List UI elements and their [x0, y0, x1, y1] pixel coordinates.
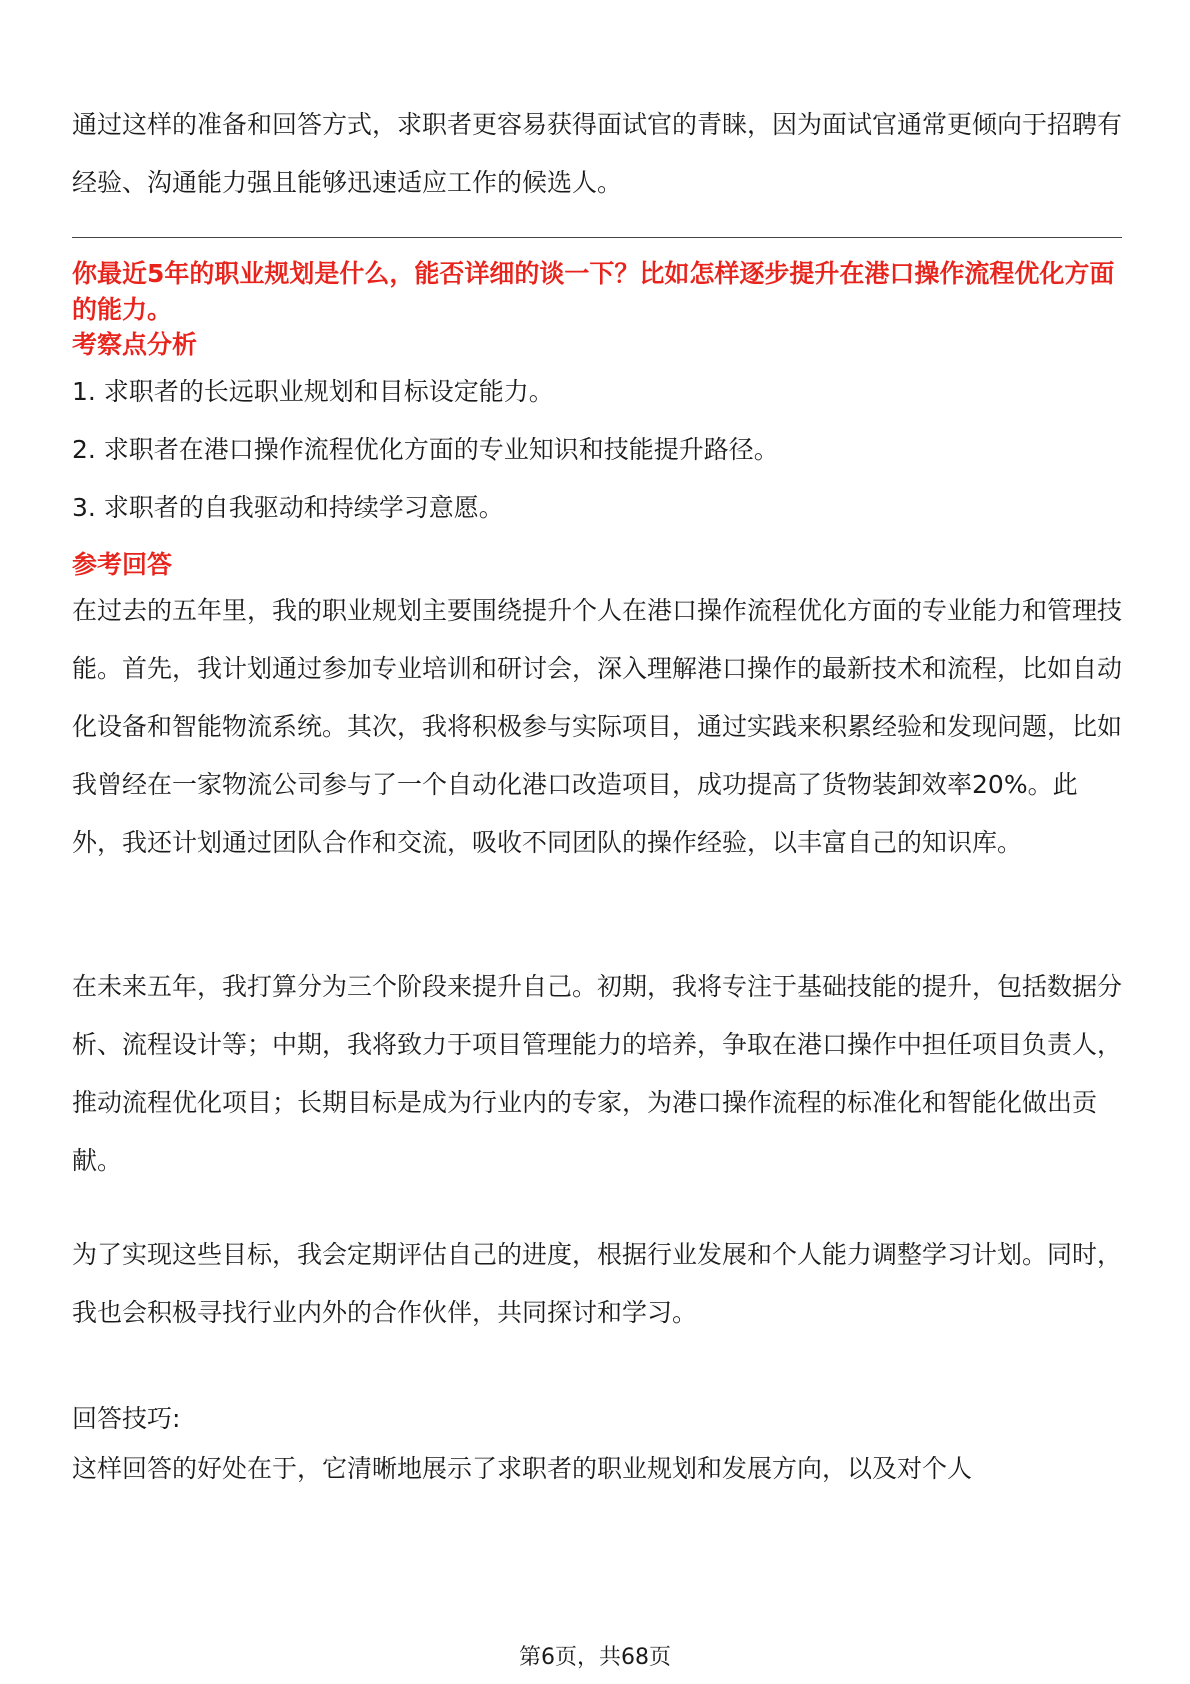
tips-paragraph: 这样回答的好处在于，它清晰地展示了求职者的职业规划和发展方向，以及对个人 — [72, 1454, 973, 1483]
analysis-item: 1. 求职者的长远职业规划和目标设定能力。 — [72, 377, 554, 406]
answer-paragraph: 为了实现这些目标，我会定期评估自己的进度，根据行业发展和个人能力调整学习计划。同时，我也会积极寻找行业内外的合作伙伴，共同探讨和学习。 — [72, 1240, 1123, 1327]
analysis-item: 3. 求职者的自我驱动和持续学习意愿。 — [72, 493, 504, 522]
analysis-item: 2. 求职者在港口操作流程优化方面的专业知识和技能提升路径。 — [72, 435, 779, 464]
answer-paragraph: 在过去的五年里，我的职业规划主要围绕提升个人在港口操作流程优化方面的专业能力和管理技能。首先，我计划通过参加专业培训和研讨会，深入理解港口操作的最新技术和流程，比如自动化设备和智能物流系统。其次，我将积极参与实际项目，通过实践来积累经验和发现问题，比如我曾经在一家物流公司参与了一个自动化港口改造项目，成功提高了货物装卸效率20%。此外，我还计划通过团队合作和交流，吸收不同团队的操作经验，以丰富自己的知识库。 — [72, 596, 1123, 857]
intro-paragraph: 通过这样的准备和回答方式，求职者更容易获得面试官的青睐，因为面试官通常更倾向于招聘有经验、沟通能力强且能够迅速适应工作的候选人。 — [72, 110, 1123, 197]
analysis-list — [72, 374, 1122, 548]
tips-title: 回答技巧: — [72, 1404, 181, 1433]
question-heading: 你最近5年的职业规划是什么，能否详细的谈一下？比如怎样逐步提升在港口操作流程优化方面的能力。 — [72, 259, 1115, 324]
page-number: 第6页，共68页 — [519, 1645, 671, 1670]
reference-title: 参考回答 — [72, 550, 173, 579]
analysis-title: 考察点分析 — [72, 330, 198, 359]
section-divider — [72, 237, 1122, 238]
answer-paragraph: 在未来五年，我打算分为三个阶段来提升自己。初期，我将专注于基础技能的提升，包括数据分析、流程设计等；中期，我将致力于项目管理能力的培养，争取在港口操作中担任项目负责人，推动流程优化项目；长期目标是成为行业内的专家，为港口操作流程的标准化和智能化做出贡献。 — [72, 972, 1123, 1175]
